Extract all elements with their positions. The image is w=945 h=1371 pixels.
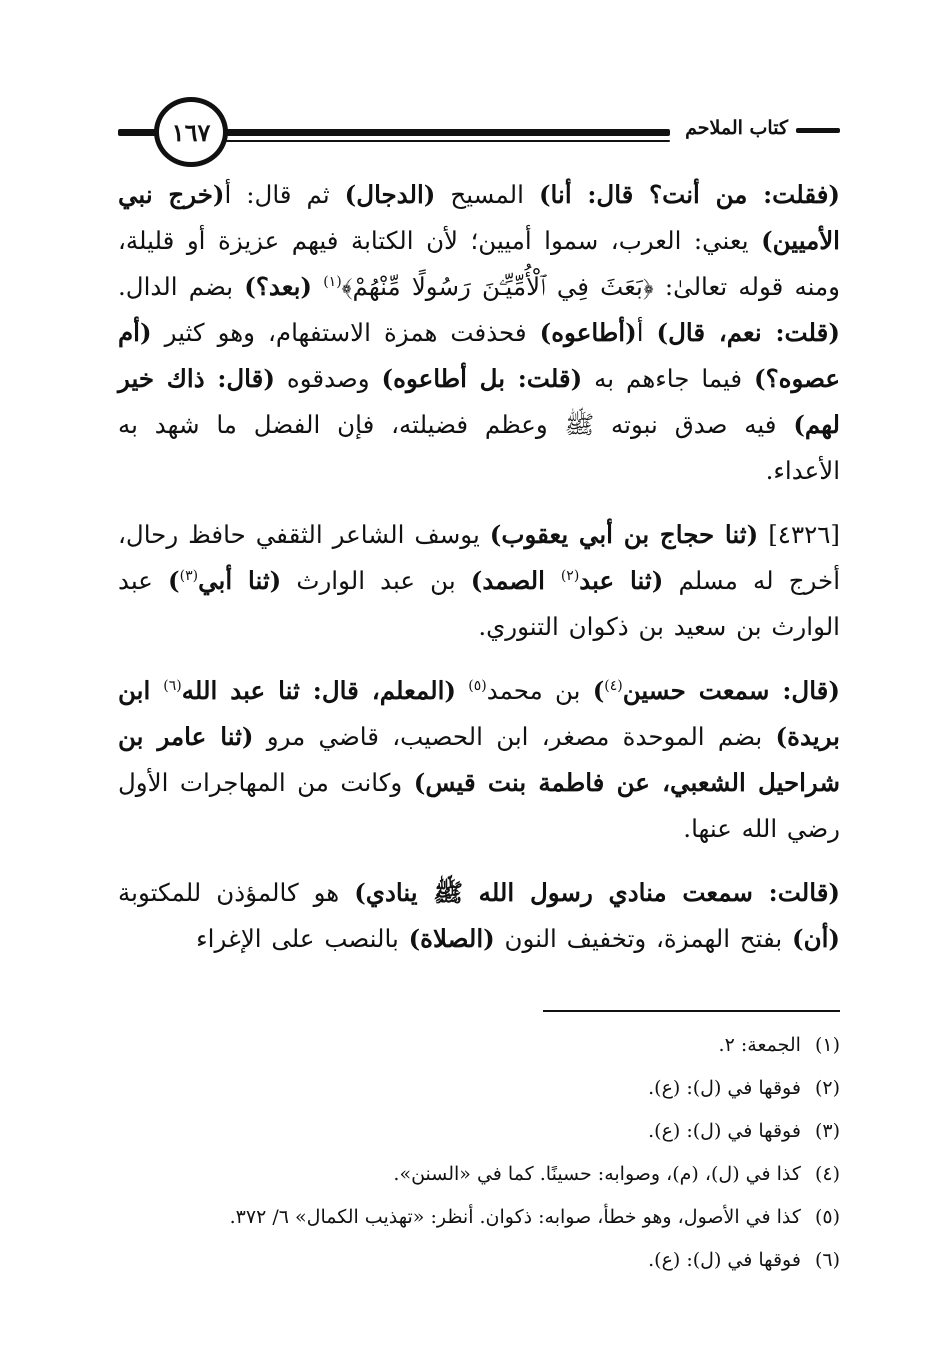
quoted-text: (قالت: سمعت منادي رسول الله ﷺ ينادي)	[354, 878, 841, 907]
quoted-text: (ثنا حجاج بن أبي يعقوب)	[489, 520, 759, 549]
quoted-text: (أن)	[792, 924, 840, 953]
commentary-text: بالنصب على الإغراء	[196, 924, 409, 953]
footnote-number: (٣)	[814, 1120, 840, 1142]
commentary-text: بفتح الهمزة، وتخفيف النون	[494, 924, 793, 953]
footnote-ref: (٥)	[468, 677, 487, 694]
page-number-badge	[154, 97, 228, 167]
quoted-text: )	[592, 676, 605, 705]
quoted-text: (بعد؟)	[244, 272, 312, 301]
commentary-text: بضم الدال.	[118, 272, 245, 301]
commentary-text: المسيح	[435, 180, 539, 209]
footnote-number: (١)	[814, 1034, 840, 1056]
commentary-text: وكانت من المهاجرات الأول رضي الله عنها.	[118, 768, 840, 843]
footnote-text: كذا في (ل)، (م)، وصوابه: حسينًا. كما في «السنن».	[393, 1163, 801, 1185]
paragraph	[118, 870, 840, 962]
quoted-text: (قال: ذاك خير لهم)	[118, 364, 840, 439]
commentary-text: بضم الموحدة مصغر، ابن الحصيب، قاضي مرو	[253, 722, 776, 751]
quoted-text: ابن بريدة)	[118, 676, 840, 751]
page-number: ١٦٧	[171, 117, 211, 147]
footnote-separator	[543, 1010, 840, 1012]
quoted-text: (الدجال)	[344, 180, 436, 209]
commentary-text: يوسف الشاعر الثقفي حافظ رحال، أخرج له مسلم	[118, 520, 840, 595]
running-title: كتاب الملاحم	[685, 117, 788, 139]
paragraph	[118, 668, 840, 852]
footnote-ref: (٤)	[604, 677, 623, 694]
quoted-text: (المعلم، قال: ثنا عبد الله	[181, 676, 457, 705]
commentary-text	[456, 676, 468, 705]
quoted-text: (ثنا عبد	[579, 566, 664, 595]
commentary-text: عبد الوارث بن سعيد بن ذكوان التنوري.	[118, 566, 840, 641]
footnote	[105, 1110, 840, 1153]
quoted-text: الصمد)	[470, 566, 561, 595]
quoted-text: (قال: سمعت حسين	[622, 676, 840, 705]
quoted-text: (ثنا عامر بن شراحيل الشعبي، عن فاطمة بنت قيس)	[118, 722, 840, 797]
commentary-text: أ	[636, 318, 657, 347]
quoted-text: (قلت: بل أطاعوه)	[381, 364, 583, 393]
footnote-number: (٤)	[814, 1163, 840, 1185]
paragraph	[118, 172, 840, 494]
footnote-text: الجمعة: ٢.	[718, 1034, 801, 1056]
commentary-text: بن محمد	[486, 676, 593, 705]
commentary-text: [٤٣٢٦]	[758, 520, 840, 549]
footnote-ref: (٢)	[560, 567, 580, 584]
footnote-number: (٦)	[814, 1249, 840, 1271]
commentary-text	[312, 272, 323, 301]
quoted-text: (قلت: نعم، قال)	[656, 318, 840, 347]
commentary-text: فيه صدق نبوته ﷺ وعظم فضيلته، فإن الفضل ما شهد به الأعداء.	[118, 410, 840, 485]
commentary-text: يعني: العرب، سموا أميين؛ لأن الكتابة فيهم عزيزة أو قليلة، ومنه قوله تعالىٰ: ﴿بَعَثَ فِي ٱلْأُمِّيِّـۧنَ رَسُولًا مِّنْهُمْ﴾	[118, 226, 840, 301]
quoted-text: (خرج نبي الأميين)	[118, 180, 840, 255]
quoted-text: (ثنا أبي	[198, 566, 282, 595]
commentary-text: فيما جاءهم به	[582, 364, 755, 393]
footnote	[105, 1067, 840, 1110]
footnote	[105, 1196, 840, 1239]
footnote-number: (٥)	[814, 1206, 840, 1228]
footnote-number: (٢)	[814, 1077, 840, 1099]
header-rule-right	[796, 128, 840, 133]
header-rule-thin	[226, 140, 670, 142]
page-body	[118, 172, 840, 962]
commentary-text: هو كالمؤذن للمكتوبة	[118, 878, 355, 907]
footnote-text: فوقها في (ل): (ع).	[648, 1249, 801, 1271]
commentary-text: وصدقوه	[274, 364, 382, 393]
footnote	[105, 1153, 840, 1196]
footnote-text: كذا في الأصول، وهو خطأ، صوابه: ذكوان. أنظر: «تهذيب الكمال» ٦/ ٣٧٢.	[229, 1206, 801, 1228]
footnote-ref: (١)	[323, 273, 342, 290]
commentary-text: ثم قال: أ	[224, 180, 345, 209]
quoted-text: (أم عصوه؟)	[118, 318, 840, 393]
header-rule-middle	[226, 129, 670, 136]
footnote-text: فوقها في (ل): (ع).	[648, 1077, 801, 1099]
commentary-text: بن عبد الوارث	[281, 566, 471, 595]
paragraph	[118, 512, 840, 650]
footnote	[105, 1024, 840, 1067]
quoted-text: (الصلاة)	[408, 924, 495, 953]
quoted-text: )	[168, 566, 180, 595]
commentary-text: فحذفت همزة الاستفهام، وهو كثير	[151, 318, 540, 347]
page-header	[118, 95, 840, 173]
footnotes	[105, 1024, 840, 1282]
footnote	[105, 1239, 840, 1282]
footnote-text: فوقها في (ل): (ع).	[648, 1120, 801, 1142]
footnote-ref: (٦)	[163, 677, 182, 694]
footnote-ref: (٣)	[179, 567, 199, 584]
quoted-text: (أطاعوه)	[539, 318, 637, 347]
quoted-text: (فقلت: من أنت؟ قال: أنا)	[538, 180, 841, 209]
